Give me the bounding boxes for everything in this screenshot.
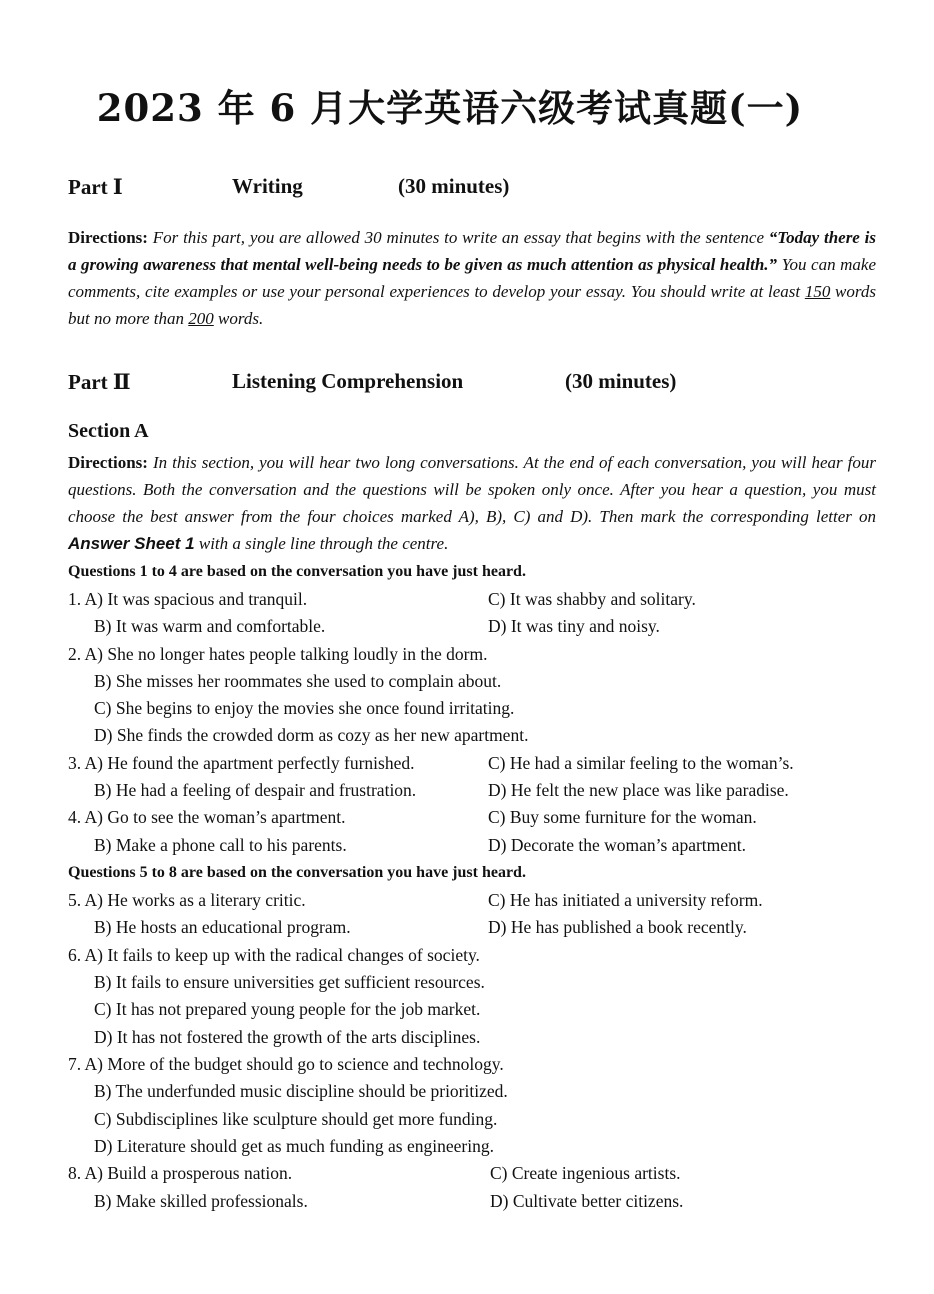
q7-option-d: D) Literature should get as much funding as engineering. — [94, 1136, 494, 1156]
q1-option-a: 1. A) It was spacious and tranquil. — [68, 589, 308, 609]
q2-option-a: 2. A) She no longer hates people talking loudly in the dorm. — [68, 644, 488, 664]
q5-option-c: C) He has initiated a university reform. — [488, 890, 763, 910]
part1-label: Part Ⅰ — [68, 175, 123, 199]
directions-text: words but no more than — [68, 282, 876, 328]
directions-text: words. — [213, 309, 264, 328]
question-group-note: Questions 1 to 4 are based on the conversation you have just heard. — [68, 563, 526, 580]
directions-label: Directions: — [68, 453, 148, 472]
q3-option-b: B) He had a feeling of despair and frustration. — [94, 780, 417, 800]
q1-option-d: D) It was tiny and noisy. — [488, 616, 660, 636]
q6-option-c: C) It has not prepared young people for the job market. — [94, 999, 481, 1019]
directions-text: with a single line through the centre. — [194, 534, 449, 553]
q6-option-b: B) It fails to ensure universities get sufficient resources. — [94, 972, 485, 992]
question-group-note: Questions 5 to 8 are based on the conversation you have just heard. — [68, 864, 526, 881]
min-words: 150 — [804, 282, 831, 301]
q3-option-c: C) He had a similar feeling to the woman’s. — [488, 753, 794, 773]
part1-directions — [68, 224, 876, 332]
part2-time: (30 minutes) — [565, 369, 677, 393]
q2-option-b: B) She misses her roommates she used to complain about. — [94, 671, 502, 691]
q4-option-c: C) Buy some furniture for the woman. — [488, 807, 757, 827]
q3-option-a: 3. A) He found the apartment perfectly furnished. — [68, 753, 415, 773]
q1-option-b: B) It was warm and comfortable. — [94, 616, 326, 636]
q5-option-a: 5. A) He works as a literary critic. — [68, 890, 306, 910]
q8-option-a: 8. A) Build a prosperous nation. — [68, 1163, 293, 1183]
part2-name: Listening Comprehension — [232, 369, 464, 393]
q5-option-b: B) He hosts an educational program. — [94, 917, 351, 937]
section-a-directions — [68, 449, 876, 557]
page-title: 2023 年 6 月大学英语六级考试真题(一) — [96, 86, 804, 130]
q6-option-a: 6. A) It fails to keep up with the radical changes of society. — [68, 945, 480, 965]
essay-prompt-quote: “Today there is a growing awareness that mental well-being needs to be given as much attention as physical health.” — [68, 228, 877, 274]
directions-text: In this section, you will hear two long conversations. At the end of each conversation, you will hear four questions. Both the conversation and the questions will be spoken only once. After you hear a question, you must choose the best answer from the four choices marked A), B), C) and D). Then mark the corresponding letter on — [68, 453, 876, 526]
q3-option-d: D) He felt the new place was like paradise. — [488, 780, 789, 800]
part2-label: Part Ⅱ — [68, 370, 131, 394]
part1-time: (30 minutes) — [398, 174, 510, 198]
q7-option-b: B) The underfunded music discipline should be prioritized. — [94, 1081, 508, 1101]
q8-option-d: D) Cultivate better citizens. — [490, 1191, 684, 1211]
q4-option-d: D) Decorate the woman’s apartment. — [488, 835, 747, 855]
q8-option-b: B) Make skilled professionals. — [94, 1191, 308, 1211]
q7-option-a: 7. A) More of the budget should go to science and technology. — [68, 1054, 504, 1074]
answer-sheet-label: Answer Sheet 1 — [68, 534, 195, 553]
directions-text: For this part, you are allowed 30 minutes to write an essay that begins with the sentence — [152, 228, 769, 247]
directions-label: Directions: — [68, 228, 148, 247]
directions-text: You can make comments, cite examples or use your personal experiences to develop your essay. You should write at least — [68, 255, 876, 301]
part1-name: Writing — [232, 174, 303, 198]
q4-option-a: 4. A) Go to see the woman’s apartment. — [68, 807, 346, 827]
q2-option-c: C) She begins to enjoy the movies she once found irritating. — [94, 698, 515, 718]
q2-option-d: D) She finds the crowded dorm as cozy as her new apartment. — [94, 725, 529, 745]
q8-option-c: C) Create ingenious artists. — [490, 1163, 681, 1183]
q5-option-d: D) He has published a book recently. — [488, 917, 747, 937]
q4-option-b: B) Make a phone call to his parents. — [94, 835, 347, 855]
q1-option-c: C) It was shabby and solitary. — [488, 589, 696, 609]
q6-option-d: D) It has not fostered the growth of the arts disciplines. — [94, 1027, 481, 1047]
section-a-title: Section A — [68, 420, 149, 442]
max-words: 200 — [188, 309, 214, 328]
q7-option-c: C) Subdisciplines like sculpture should get more funding. — [94, 1109, 498, 1129]
